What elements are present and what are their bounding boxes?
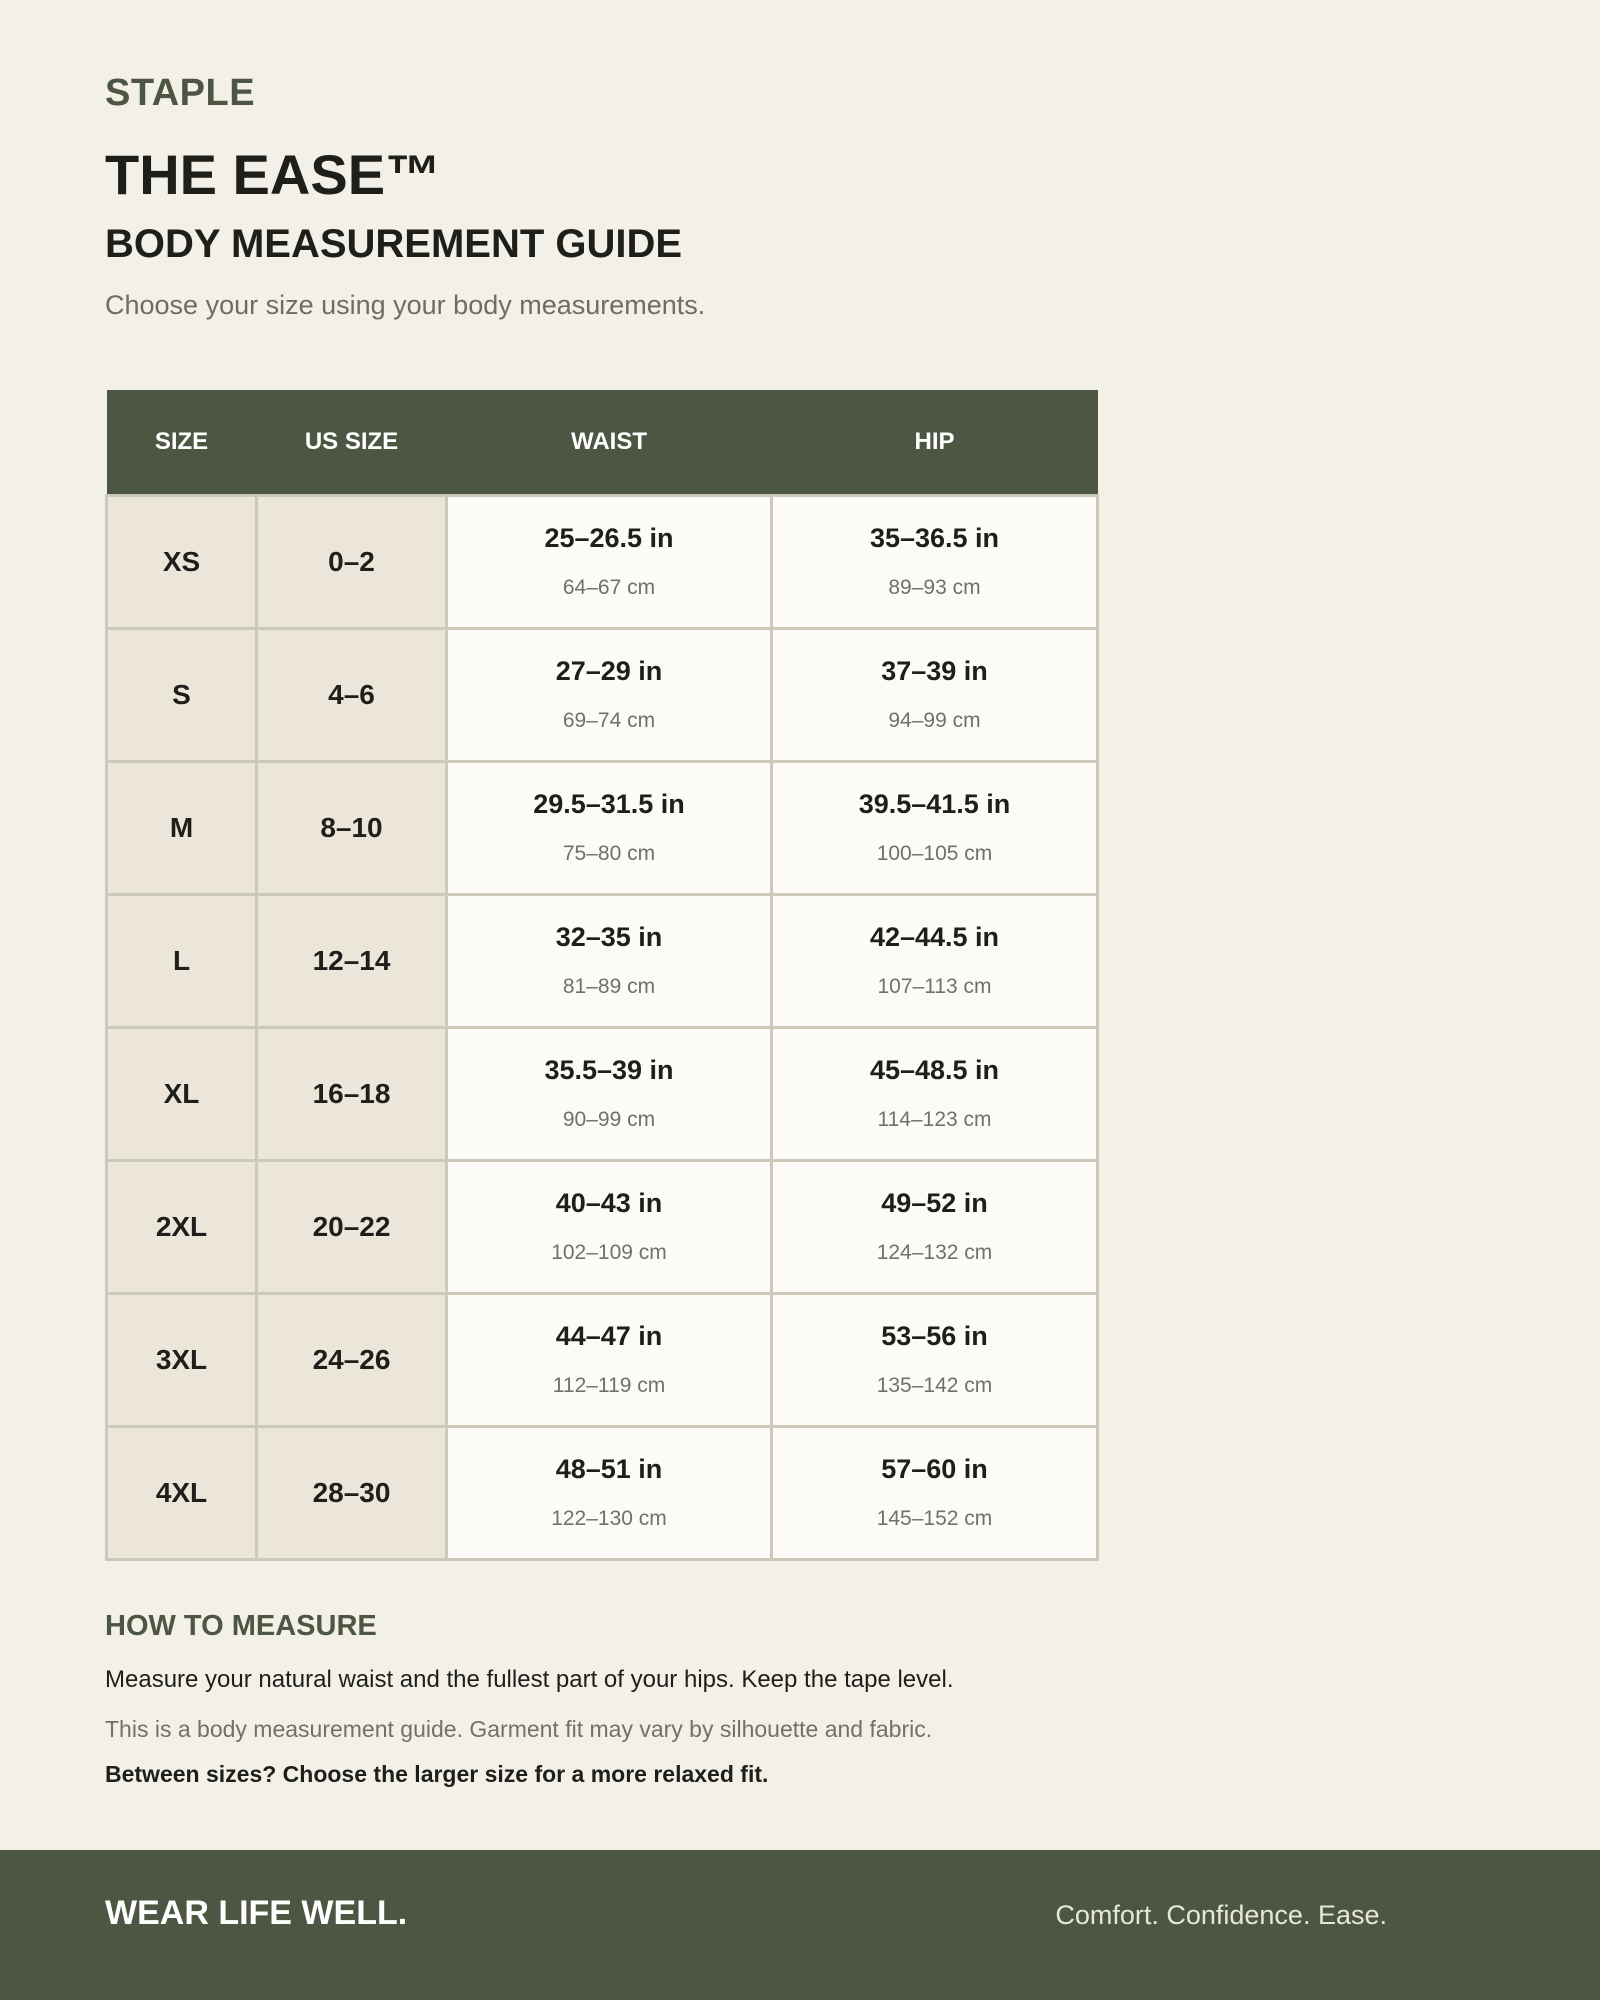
waist-inches: 44–47 in — [555, 1321, 663, 1351]
hip-centimeters: 100–105 cm — [876, 842, 993, 865]
hip-centimeters: 94–99 cm — [888, 709, 981, 732]
hip-cell — [772, 628, 1098, 761]
page-title: THE EASE™ — [105, 143, 442, 206]
how-to-measure-title: HOW TO MEASURE — [105, 1610, 377, 1642]
hip-cell — [772, 1426, 1098, 1559]
us-size-cell: 12–14 — [257, 894, 447, 1027]
between-sizes-tip: Between sizes? Choose the larger size for a more relaxed fit. — [105, 1761, 769, 1787]
size-cell: L — [107, 894, 257, 1027]
table-row — [107, 1426, 1098, 1559]
table-row — [107, 761, 1098, 894]
hip-centimeters: 89–93 cm — [888, 576, 981, 599]
us-size-cell: 24–26 — [257, 1293, 447, 1426]
waist-centimeters: 102–109 cm — [551, 1241, 667, 1264]
header-waist: WAIST — [447, 390, 772, 495]
hip-inches: 39.5–41.5 in — [858, 789, 1011, 819]
hip-inches: 49–52 in — [881, 1188, 988, 1218]
hip-cell — [772, 1293, 1098, 1426]
hip-centimeters: 107–113 cm — [877, 975, 992, 998]
waist-centimeters: 69–74 cm — [562, 709, 656, 732]
hip-inches: 53–56 in — [881, 1321, 988, 1351]
hip-cell — [772, 495, 1098, 628]
footer-tagline: WEAR LIFE WELL. — [105, 1894, 408, 1932]
hip-inches: 37–39 in — [881, 656, 988, 686]
hip-inches: 57–60 in — [881, 1454, 988, 1484]
waist-inches: 48–51 in — [555, 1454, 663, 1484]
page-subtitle: BODY MEASUREMENT GUIDE — [105, 222, 683, 266]
table-header-row — [107, 390, 1098, 495]
hip-inches: 45–48.5 in — [869, 1055, 1000, 1085]
header-size: SIZE — [107, 390, 257, 495]
waist-inches: 25–26.5 in — [544, 523, 674, 553]
waist-cell — [447, 1160, 772, 1293]
table-row — [107, 894, 1098, 1027]
table-row — [107, 1160, 1098, 1293]
waist-inches: 32–35 in — [555, 922, 663, 952]
intro-text: Choose your size using your body measurements. — [105, 290, 706, 320]
hip-centimeters: 135–142 cm — [876, 1374, 993, 1397]
size-cell: 4XL — [107, 1426, 257, 1559]
hip-cell — [772, 1027, 1098, 1160]
size-cell: S — [107, 628, 257, 761]
hip-centimeters: 114–123 cm — [877, 1108, 992, 1131]
waist-centimeters: 112–119 cm — [552, 1374, 666, 1397]
waist-inches: 35.5–39 in — [544, 1055, 674, 1085]
waist-centimeters: 64–67 cm — [562, 576, 656, 599]
size-chart-table — [105, 390, 1099, 1561]
hip-inches: 35–36.5 in — [869, 523, 1000, 553]
us-size-cell: 8–10 — [257, 761, 447, 894]
table-row — [107, 1027, 1098, 1160]
waist-cell — [447, 1426, 772, 1559]
us-size-cell: 16–18 — [257, 1027, 447, 1160]
table-row — [107, 495, 1098, 628]
table-row — [107, 1293, 1098, 1426]
us-size-cell: 0–2 — [257, 495, 447, 628]
waist-cell — [447, 628, 772, 761]
us-size-cell: 20–22 — [257, 1160, 447, 1293]
hip-centimeters: 145–152 cm — [876, 1507, 993, 1530]
hip-centimeters: 124–132 cm — [876, 1241, 993, 1264]
hip-cell — [772, 761, 1098, 894]
size-cell: M — [107, 761, 257, 894]
waist-centimeters: 75–80 cm — [562, 842, 656, 865]
hip-inches: 42–44.5 in — [869, 922, 1000, 952]
size-cell: 2XL — [107, 1160, 257, 1293]
header-hip: HIP — [772, 390, 1098, 495]
hip-cell — [772, 894, 1098, 1027]
waist-cell — [447, 894, 772, 1027]
waist-inches: 40–43 in — [555, 1188, 663, 1218]
us-size-cell: 4–6 — [257, 628, 447, 761]
waist-centimeters: 90–99 cm — [562, 1108, 656, 1131]
brand-name: STAPLE — [105, 72, 256, 114]
size-cell: 3XL — [107, 1293, 257, 1426]
how-to-measure-instructions: Measure your natural waist and the fullest part of your hips. Keep the tape level. — [105, 1666, 954, 1693]
waist-centimeters: 122–130 cm — [551, 1507, 667, 1530]
waist-cell — [447, 1027, 772, 1160]
waist-cell — [447, 761, 772, 894]
waist-centimeters: 81–89 cm — [562, 975, 656, 998]
hip-cell — [772, 1160, 1098, 1293]
footer-slogan: Comfort. Confidence. Ease. — [1055, 1900, 1387, 1930]
size-cell: XS — [107, 495, 257, 628]
waist-cell — [447, 1293, 772, 1426]
waist-inches: 29.5–31.5 in — [533, 789, 685, 819]
us-size-cell: 28–30 — [257, 1426, 447, 1559]
fit-disclaimer: This is a body measurement guide. Garment fit may vary by silhouette and fabric. — [105, 1716, 933, 1742]
waist-inches: 27–29 in — [555, 656, 663, 686]
header-us-size: US SIZE — [257, 390, 447, 495]
table-row — [107, 628, 1098, 761]
size-cell: XL — [107, 1027, 257, 1160]
footer-bar — [0, 1850, 1600, 2000]
waist-cell — [447, 495, 772, 628]
